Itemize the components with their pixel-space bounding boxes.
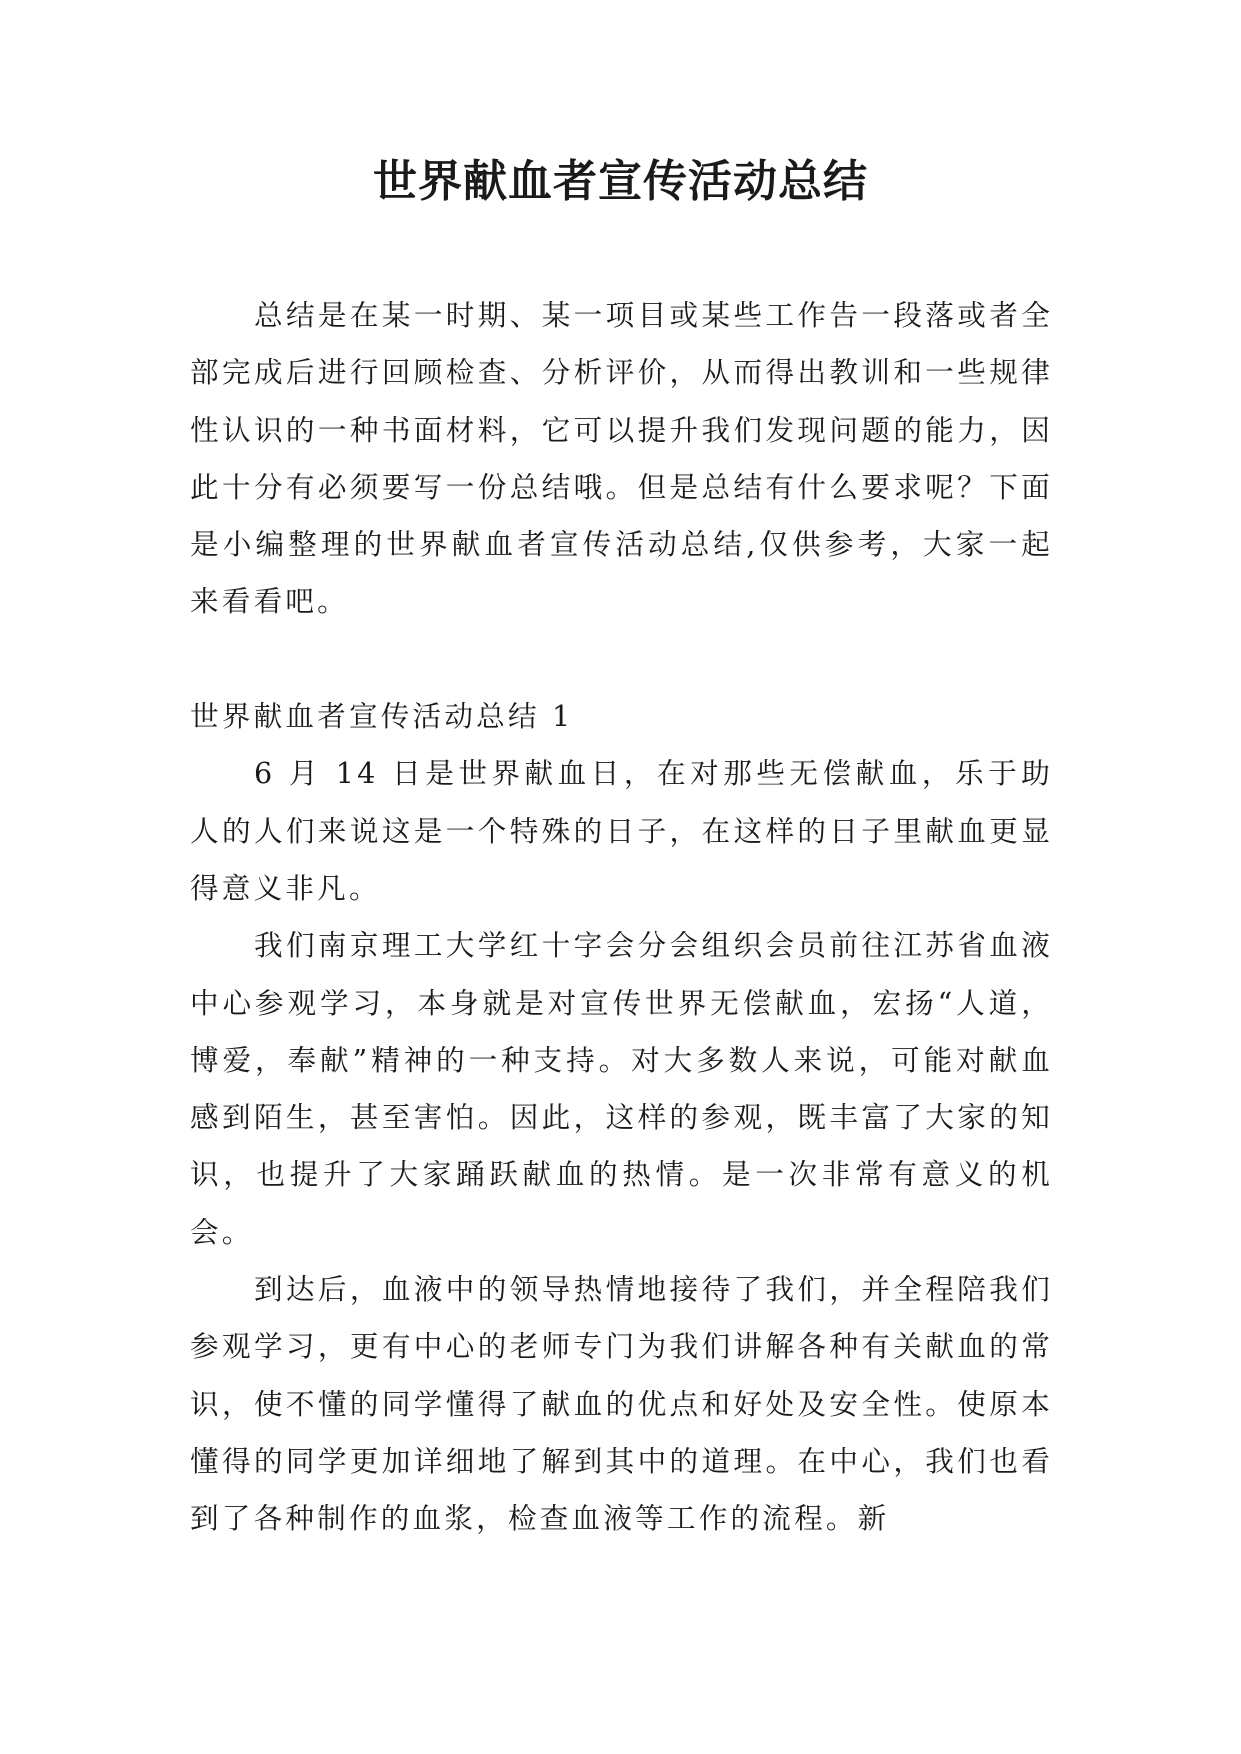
body-paragraph-3: 到达后，血液中的领导热情地接待了我们，并全程陪我们参观学习，更有中心的老师专门为我们讲解各种有关献血的常识，使不懂的同学懂得了献血的优点和好处及安全性。使原本懂得的同学更加详细地了解到其中的道理。在中心，我们也看到了各种制作的血浆，检查血液等工作的流程。新 — [190, 1272, 1053, 1536]
section-heading: 世界献血者宣传活动总结 1 — [190, 699, 574, 734]
intro-paragraph: 总结是在某一时期、某一项目或某些工作告一段落或者全部完成后进行回顾检查、分析评价，从而得出教训和一些规律性认识的一种书面材料，它可以提升我们发现问题的能力，因此十分有必须要写一份总结哦。但是总结有什么要求呢？下面是小编整理的世界献血者宣传活动总结,仅供参考，大家一起来看看吧。 — [190, 298, 1053, 619]
paragraph-spacer — [190, 631, 1053, 688]
body-paragraph-1: 6 月 14 日是世界献血日，在对那些无偿献血，乐于助人的人们来说这是一个特殊的日子，在这样的日子里献血更显得意义非凡。 — [190, 756, 1053, 905]
body-paragraph-2: 我们南京理工大学红十字会分会组织会员前往江苏省血液中心参观学习，本身就是对宣传世界无偿献血，宏扬“人道，博爱，奉献”精神的一种支持。对大多数人来说，可能对献血感到陌生，甚至害怕。因此，这样的参观，既丰富了大家的知识，也提升了大家踊跃献血的热情。是一次非常有意义的机会。 — [190, 928, 1053, 1249]
document-body — [190, 287, 1053, 1548]
document-title: 世界献血者宣传活动总结 — [373, 156, 868, 207]
